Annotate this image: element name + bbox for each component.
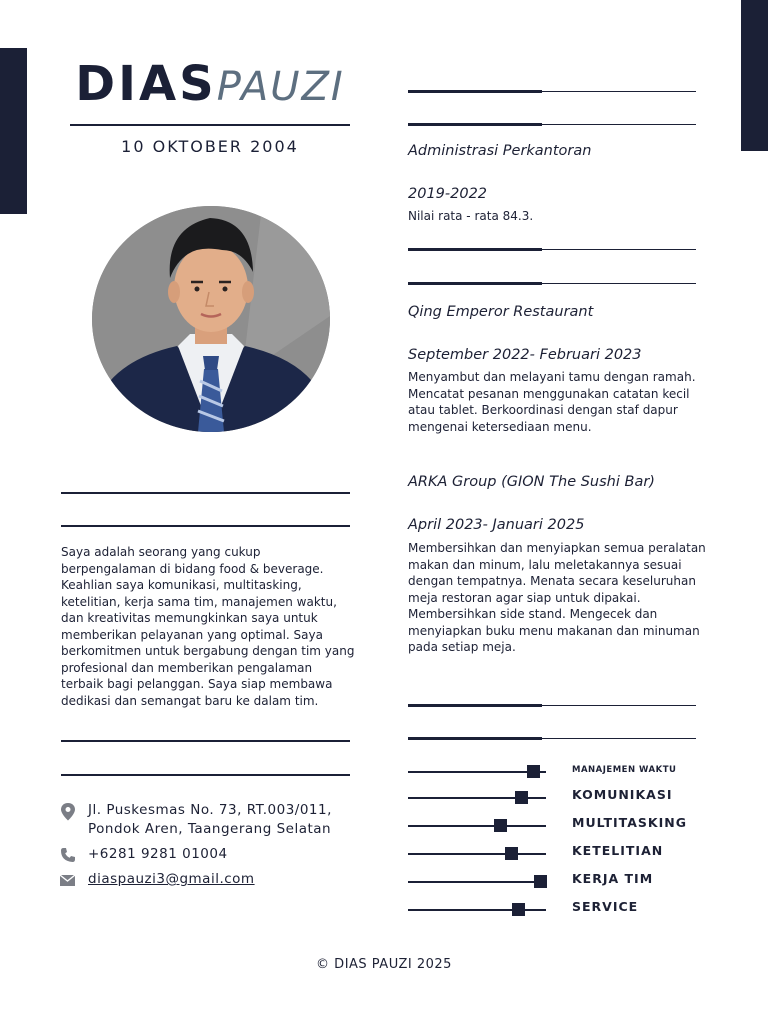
last-name: PAUZI bbox=[216, 64, 345, 110]
birth-date: 10 OKTOBER 2004 bbox=[121, 137, 299, 156]
skill-track bbox=[408, 853, 546, 855]
location-pin-icon bbox=[60, 803, 76, 819]
education-detail: Nilai rata - rata 84.3. bbox=[408, 209, 534, 223]
about-text: Saya adalah seorang yang cukup berpengalaman di bidang food & beverage. Keahlian saya komunikasi, multitasking, ketelitian, kerja sama tim, manajemen waktu, dan kreativitas memungkinkan saya untuk memberikan pelayanan yang optimal. Saya berkomitmen untuk bergabung dengan tim yang profesional dan memberikan pengalaman terbaik bagi pelanggan. Saya siap membawa dedikasi dan semangat baru ke dalam tim. bbox=[61, 545, 355, 708]
job-company: Qing Emperor Restaurant bbox=[408, 304, 594, 320]
skill-level-knob bbox=[527, 765, 540, 778]
job-description: Membersihkan dan menyiapkan semua peralatan makan dan minum, lalu meletakannya sesuai dengan tempatnya. Menata secara keseluruhan meja restoran agar siap untuk dipakai. Membersihkan side stand. Mengecek dan menyiapkan buku menu makanan dan minuman pada setiap meja. bbox=[408, 541, 706, 654]
about-rule-bottom bbox=[61, 525, 350, 527]
skill-track bbox=[408, 771, 546, 773]
email-link[interactable]: diaspauzi3@gmail.com bbox=[88, 871, 255, 887]
skill-level-knob bbox=[494, 819, 507, 832]
contact-rule-bottom bbox=[61, 774, 350, 776]
skill-level-knob bbox=[534, 875, 547, 888]
profile-photo bbox=[92, 206, 330, 432]
skill-track bbox=[408, 881, 546, 883]
phone-icon bbox=[60, 847, 76, 863]
address-line-1: Jl. Puskesmas No. 73, RT.003/011, bbox=[88, 802, 332, 818]
education-period: 2019-2022 bbox=[408, 186, 488, 202]
education-program: Administrasi Perkantoran bbox=[408, 143, 592, 159]
resume-name bbox=[70, 56, 350, 112]
skill-label: KETELITIAN bbox=[572, 843, 664, 858]
skill-label: KOMUNIKASI bbox=[572, 787, 673, 802]
phone-number: +6281 9281 01004 bbox=[88, 846, 228, 862]
skill-label: MANAJEMEN WAKTU bbox=[572, 765, 677, 775]
job-period: April 2023- Januari 2025 bbox=[408, 517, 585, 533]
skill-label: SERVICE bbox=[572, 899, 639, 914]
job-company: ARKA Group (GION The Sushi Bar) bbox=[408, 474, 655, 490]
job-period: September 2022- Februari 2023 bbox=[408, 347, 642, 363]
job-description: Menyambut dan melayani tamu dengan ramah. Mencatat pesanan menggunakan catatan kecil atau tablet. Berkoordinasi dengan staf dapur mengenai ketersediaan menu. bbox=[408, 370, 696, 434]
skill-level-knob bbox=[512, 903, 525, 916]
mail-icon bbox=[60, 874, 76, 890]
about-rule-top bbox=[61, 492, 350, 494]
skill-level-knob bbox=[505, 847, 518, 860]
name-divider bbox=[70, 124, 350, 126]
first-name: DIAS bbox=[75, 56, 217, 112]
skill-label: KERJA TIM bbox=[572, 871, 654, 886]
contact-rule-top bbox=[61, 740, 350, 742]
footer-copyright: © DIAS PAUZI 2025 bbox=[316, 957, 452, 972]
address-line-2: Pondok Aren, Taangerang Selatan bbox=[88, 821, 332, 837]
skill-track bbox=[408, 825, 546, 827]
skill-track bbox=[408, 909, 546, 911]
skill-label: MULTITASKING bbox=[572, 815, 687, 830]
right-accent-bar bbox=[741, 0, 768, 151]
skill-level-knob bbox=[515, 791, 528, 804]
left-accent-bar bbox=[0, 48, 27, 214]
